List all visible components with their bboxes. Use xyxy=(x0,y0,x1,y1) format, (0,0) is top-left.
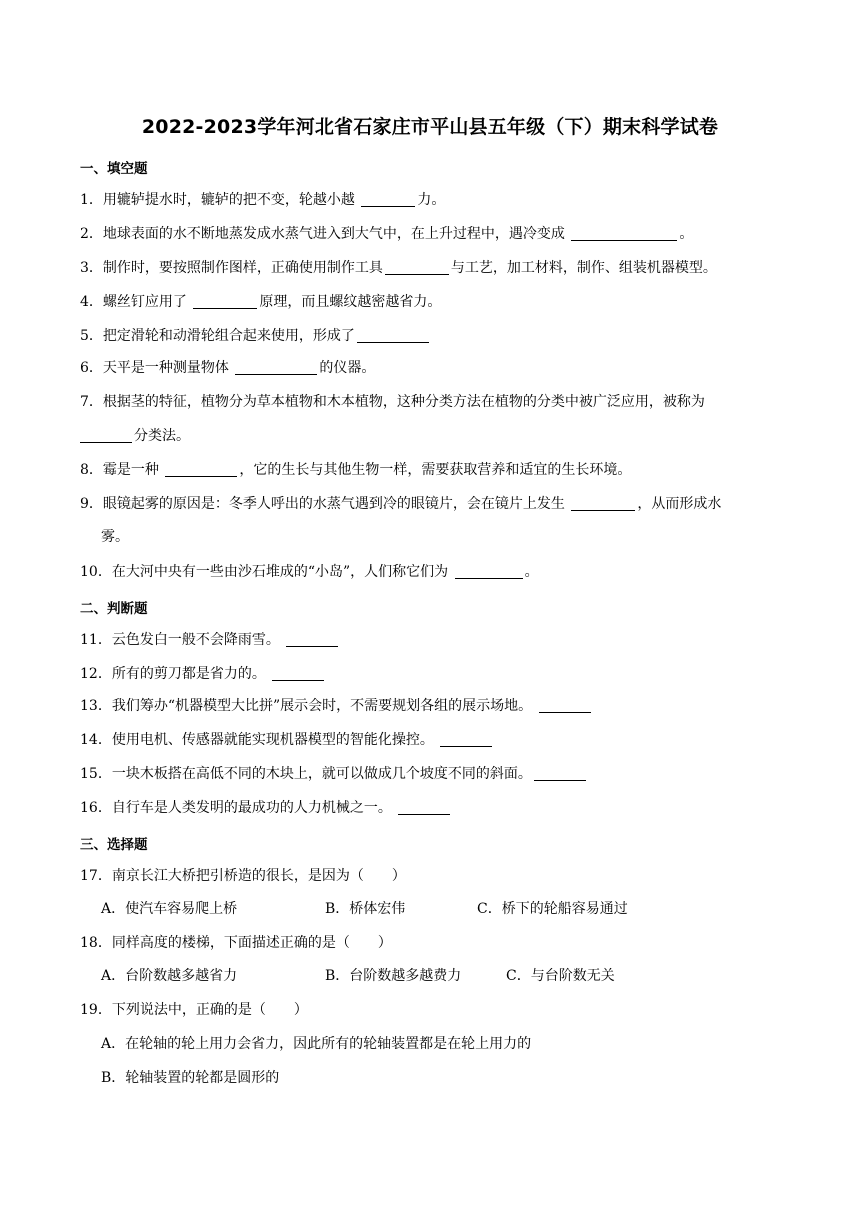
question-number: 17． xyxy=(80,868,112,884)
question-text-tail: 力。 xyxy=(417,192,446,208)
question-text-tail: 与工艺，加工材料，制作、组装机器模型。 xyxy=(450,260,717,276)
question-text: 下列说法中，正确的是（ ） xyxy=(111,1002,308,1018)
question-12 xyxy=(80,664,780,684)
answer-blank[interactable] xyxy=(571,226,677,241)
question-7 xyxy=(80,392,780,412)
question-8 xyxy=(80,460,780,480)
question-1 xyxy=(80,190,780,210)
question-11 xyxy=(80,630,780,650)
question-6 xyxy=(80,358,780,378)
question-text: 我们筹办“机器模型大比拼”展示会时，不需要规划各组的展示场地。 xyxy=(111,698,533,714)
question-number: 15． xyxy=(80,766,112,782)
question-3 xyxy=(80,258,780,278)
question-text: 云色发白一般不会降雨雪。 xyxy=(111,632,280,648)
answer-blank[interactable] xyxy=(235,360,317,375)
answer-blank[interactable] xyxy=(80,428,132,443)
question-number: 7． xyxy=(80,394,103,410)
question-number: 9． xyxy=(80,496,103,512)
question-text: 所有的剪刀都是省力的。 xyxy=(111,666,266,682)
answer-blank[interactable] xyxy=(286,632,338,647)
section-fill-heading: 一、填空题 xyxy=(80,161,148,177)
question-number: 11． xyxy=(80,632,112,648)
question-18 xyxy=(80,933,780,953)
question-number: 4． xyxy=(80,294,103,310)
question-text: 天平是一种测量物体 xyxy=(102,360,229,376)
answer-blank[interactable] xyxy=(398,800,450,815)
question-18-option-b[interactable]: B．台阶数越多越费力 xyxy=(325,968,462,984)
answer-blank[interactable] xyxy=(361,192,415,207)
question-text: 眼镜起雾的原因是：冬季人呼出的水蒸气遇到冷的眼镜片，会在镜片上发生 xyxy=(102,496,565,512)
question-number: 19． xyxy=(80,1002,112,1018)
question-text-tail: ，它的生长与其他生物一样，需要获取营养和适宜的生长环境。 xyxy=(239,462,632,478)
answer-blank[interactable] xyxy=(539,698,591,713)
question-18-option-a[interactable]: A．台阶数越多越省力 xyxy=(101,968,238,984)
question-text: 制作时，要按照制作图样，正确使用制作工具 xyxy=(102,260,383,276)
question-text: 自行车是人类发明的最成功的人力机械之一。 xyxy=(111,800,392,816)
question-17-option-b[interactable]: B．桥体宏伟 xyxy=(325,901,406,917)
question-text: 使用电机、传感器就能实现机器模型的智能化操控。 xyxy=(111,732,434,748)
question-text: 一块木板搭在高低不同的木块上，就可以做成几个坡度不同的斜面。 xyxy=(111,766,532,782)
question-text: 霉是一种 xyxy=(102,462,159,478)
question-text: 南京长江大桥把引桥造的很长，是因为（ ） xyxy=(111,868,406,884)
answer-blank[interactable] xyxy=(357,328,429,343)
question-text-tail: 的仪器。 xyxy=(319,360,376,376)
question-10 xyxy=(80,562,780,582)
question-16 xyxy=(80,798,780,818)
question-2 xyxy=(80,224,780,244)
question-text: 地球表面的水不断地蒸发成水蒸气进入到大气中，在上升过程中，遇冷变成 xyxy=(102,226,565,242)
question-4 xyxy=(80,292,780,312)
answer-blank[interactable] xyxy=(455,564,523,579)
question-text: 螺丝钉应用了 xyxy=(102,294,187,310)
question-text: 在大河中央有一些由沙石堆成的“小岛”，人们称它们为 xyxy=(111,564,449,580)
question-number: 12． xyxy=(80,666,112,682)
question-text-tail: ，从而形成水 xyxy=(637,496,722,512)
question-14 xyxy=(80,730,780,750)
question-number: 3． xyxy=(80,260,103,276)
question-text: 同样高度的楼梯，下面描述正确的是（ ） xyxy=(111,935,392,951)
question-text-tail: 。 xyxy=(679,226,694,242)
question-text-tail: 分类法。 xyxy=(134,428,190,444)
answer-blank[interactable] xyxy=(272,666,324,681)
question-number: 5． xyxy=(80,328,103,344)
question-text-tail: 。 xyxy=(524,564,539,580)
answer-blank[interactable] xyxy=(385,260,449,275)
question-17-option-c[interactable]: C．桥下的轮船容易通过 xyxy=(477,901,628,917)
page-title: 2022-2023学年河北省石家庄市平山县五年级（下）期末科学试卷 xyxy=(141,116,719,138)
answer-blank[interactable] xyxy=(440,732,492,747)
question-18-option-c[interactable]: C．与台阶数无关 xyxy=(506,968,615,984)
question-number: 18． xyxy=(80,935,112,951)
question-text: 用辘轳提水时，辘轳的把不变，轮越小越 xyxy=(102,192,355,208)
answer-blank[interactable] xyxy=(534,766,586,781)
answer-blank[interactable] xyxy=(193,294,257,309)
question-number: 16． xyxy=(80,800,112,816)
question-number: 8． xyxy=(80,462,103,478)
question-9 xyxy=(80,494,780,514)
section-judge-heading: 二、判断题 xyxy=(80,601,148,617)
question-9-continuation: 雾。 xyxy=(101,529,129,545)
question-17 xyxy=(80,866,780,886)
question-text: 把定滑轮和动滑轮组合起来使用，形成了 xyxy=(102,328,355,344)
section-choice-heading: 三、选择题 xyxy=(80,837,148,853)
question-number: 13． xyxy=(80,698,112,714)
question-number: 10． xyxy=(80,564,112,580)
question-number: 2． xyxy=(80,226,103,242)
question-15 xyxy=(80,764,780,784)
question-7-continuation xyxy=(80,426,190,446)
question-19 xyxy=(80,1000,780,1020)
question-5 xyxy=(80,326,780,346)
question-number: 6． xyxy=(80,360,103,376)
question-17-option-a[interactable]: A．使汽车容易爬上桥 xyxy=(101,901,238,917)
question-13 xyxy=(80,696,780,716)
answer-blank[interactable] xyxy=(571,496,635,511)
question-number: 14． xyxy=(80,732,112,748)
question-text: 根据茎的特征，植物分为草本植物和木本植物，这种分类方法在植物的分类中被广泛应用，被称为 xyxy=(102,394,705,410)
question-19-option-b[interactable]: B．轮轴装置的轮都是圆形的 xyxy=(101,1070,280,1086)
question-19-option-a[interactable]: A．在轮轴的轮上用力会省力，因此所有的轮轴装置都是在轮上用力的 xyxy=(101,1036,532,1052)
question-text-tail: 原理，而且螺纹越密越省力。 xyxy=(259,294,442,310)
question-number: 1． xyxy=(80,192,103,208)
answer-blank[interactable] xyxy=(165,462,237,477)
